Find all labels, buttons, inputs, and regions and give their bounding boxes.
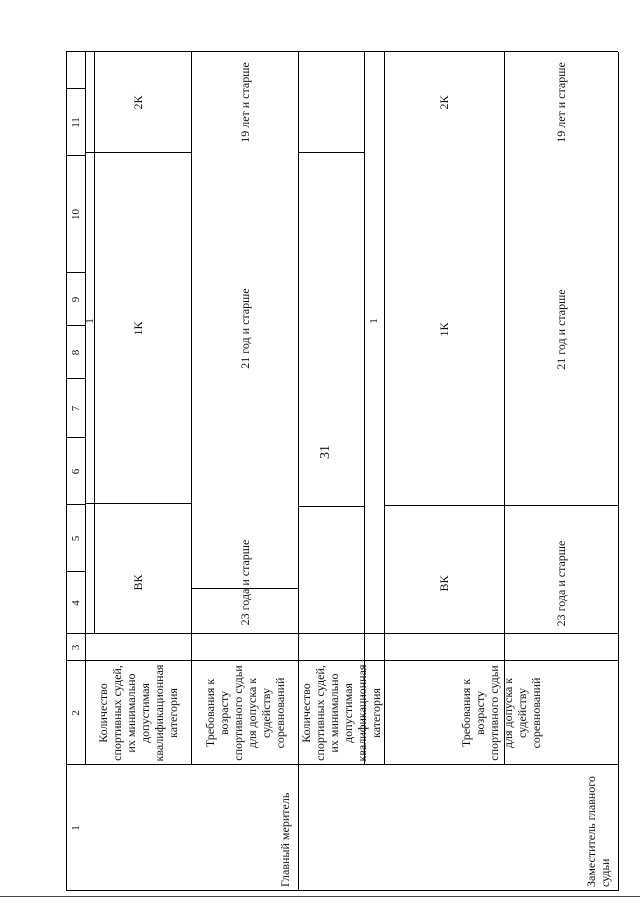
row1-cat-c: 2К xyxy=(131,95,145,110)
row2-position: Заместитель главного судьи xyxy=(584,776,612,887)
row2-count: 1 xyxy=(368,318,380,324)
block-line-2b xyxy=(298,152,364,153)
row1-age-b: 21 год и старше xyxy=(237,288,252,369)
scan-bottom-edge xyxy=(0,896,640,897)
row1-age-c: 19 лет и старше xyxy=(237,62,252,143)
page-number: 31 xyxy=(318,445,333,459)
colnum-8: 8 xyxy=(69,349,82,356)
row-line-2a xyxy=(364,52,365,765)
judges-table xyxy=(66,52,618,891)
colnum-5: 5 xyxy=(69,535,82,542)
block-line-1b xyxy=(298,506,364,507)
colnum-9: 9 xyxy=(69,296,82,303)
row1-age-a: 23 года и старше xyxy=(237,539,252,626)
colnum-3: 3 xyxy=(69,644,82,651)
colnum-11: 11 xyxy=(69,117,82,128)
row1-cat-b: 1К xyxy=(131,321,145,336)
row2-cat-b: 1К xyxy=(437,322,451,337)
row1-position: Главный меритель xyxy=(278,792,292,887)
colnum-1: 1 xyxy=(69,825,82,831)
row-line-bottom xyxy=(618,52,619,891)
row1-cat-a: ВК xyxy=(131,574,145,591)
row2-age-a: 23 года и старше xyxy=(554,540,568,627)
row2-cat-c: 2К xyxy=(437,95,451,110)
colnum-10: 10 xyxy=(69,209,82,220)
row2-age-b: 21 год и старше xyxy=(554,289,568,370)
row1-count: 1 xyxy=(84,318,96,324)
colnum-2: 2 xyxy=(69,710,82,716)
colnum-4: 4 xyxy=(69,600,82,606)
colnum-7: 7 xyxy=(69,405,82,412)
row2-age-label: Требования к возрасту спортивного судьи для допуска к судейству соревнований xyxy=(459,665,543,761)
row1-age-label: Требования к возрасту спортивного судьи для допуска к судейству соревнований xyxy=(202,665,287,761)
row2-qty-label: Количество спортивных судей, их минимально допустимая квалификационная категория xyxy=(299,664,383,762)
row2-cat-a: ВК xyxy=(437,575,451,592)
row1-qty-label: Количество спортивных судей, их минимально допустимая квалификационная категория xyxy=(96,664,180,762)
colnum-6: 6 xyxy=(69,468,82,475)
row2-age-c: 19 лет и старше xyxy=(554,62,568,143)
